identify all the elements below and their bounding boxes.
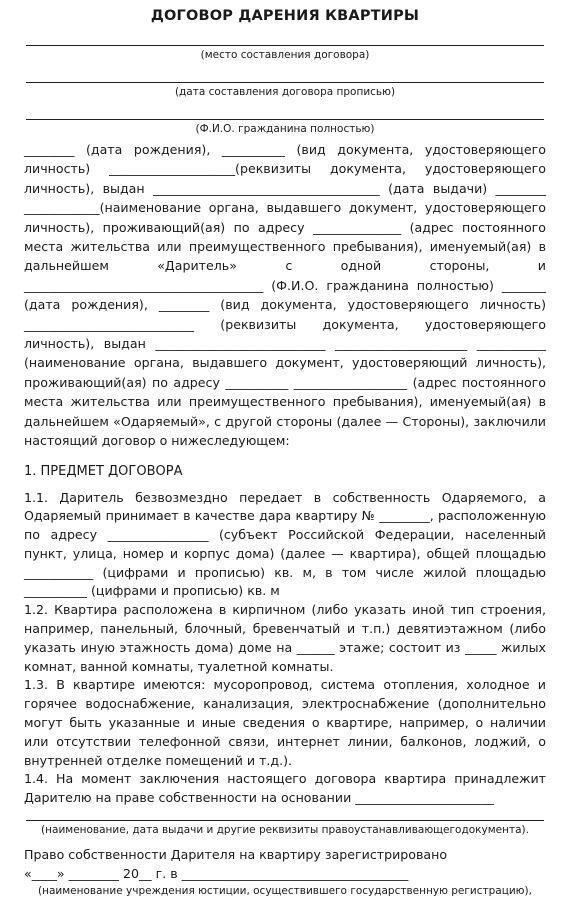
- clause-1-1: 1.1. Даритель безвозмездно передает в собственность Одаряемого, а Одаряемый принимает в качестве дара квартиру № ________, расположенную по адресу ________________ (субъект Российской Федерации, населенный пункт, улица, номер и корпус дома) (далее — квартира), общей площадью ___________ (цифрами и прописью) кв. м, в том числе жилой площадью __________ (цифрами и прописью) кв. м: [24, 489, 546, 599]
- fio-line: [26, 99, 544, 120]
- place-caption: (место составления договора): [200, 49, 370, 61]
- fio-caption: (Ф.И.О. гражданина полностью): [195, 123, 375, 135]
- clause-1-4: 1.4. На момент заключения настоящего договора квартира принадлежит Дарителю на праве собственности на основании ______________________: [24, 771, 546, 806]
- document-title: ДОГОВОР ДАРЕНИЯ КВАРТИРЫ: [150, 8, 420, 24]
- basis-line: [26, 808, 544, 821]
- registration-line-1: Право собственности Дарителя на квартиру зарегистрировано: [24, 847, 448, 863]
- clause-1-2: 1.2. Квартира расположена в кирпичном (либо указать иной тип строения, например, панельный, блочный, бревенчатый и т.п.) девятиэтажном (либо указать иную этажность дома) доме на ______ этаже; состоит из _____ жилых комнат, ванной комнаты, туалетной комнаты.: [24, 602, 546, 674]
- clause-1-3: 1.3. В квартире имеются: мусоропровод, система отопления, холодное и горячее водоснабжение, канализация, электроснабжение (дополнительно могут быть указанные и иные сведения о квартире, например, о наличии или отсутствии телефонной связи, интернет линии, балконов, лоджий, о внутренней отделке помещений и т.д.).: [24, 677, 546, 768]
- place-line: [26, 30, 544, 46]
- parties-paragraph: ________ (дата рождения), __________ (вид документа, удостоверяющего личность) ____________________(реквизиты документа, удостоверяющего личность), выдан ____________________________________ (дата выдачи) ________ ____________(наименование органа, выдавшего документ, удостоверяющего личность), проживающий(ая) по адресу ______________ (адрес постоянного места жительства или преимущественного пребывания), именуемый(ая) в дальнейшем «Даритель» с одной стороны, и ______________________________________ (Ф.И.О. гражданина полностью) _______ (дата рождения), ________ (вид документа, удостоверяющего личность) ___________________________ (реквизиты документа, удостоверяющего личность), выдан ___________________________ _____________________ ___________ (наименование органа, выдавшего документ, удостоверяющий личность), проживающий(ая) по адресу __________ __________________ (адрес постоянного места жительства или преимущественного пребывания), именуемый(ая) в дальнейшем «Одаряемый», с другой стороны (далее — Стороны), заключили настоящий договор о нижеследующем:: [24, 142, 546, 449]
- date-line: [26, 62, 544, 83]
- date-caption: (дата составления договора прописью): [174, 86, 396, 98]
- section-heading: 1. ПРЕДМЕТ ДОГОВОРА: [24, 463, 183, 479]
- registration-line-2: «____» ________ 20__ г. в ____________________________________: [24, 866, 409, 882]
- registration-caption: (наименование учреждения юстиции, осуществившего государственную регистрацию),: [38, 884, 532, 897]
- basis-caption: (наименование, дата выдачи и другие реквизиты правоустанавливающегодокумента).: [41, 824, 529, 837]
